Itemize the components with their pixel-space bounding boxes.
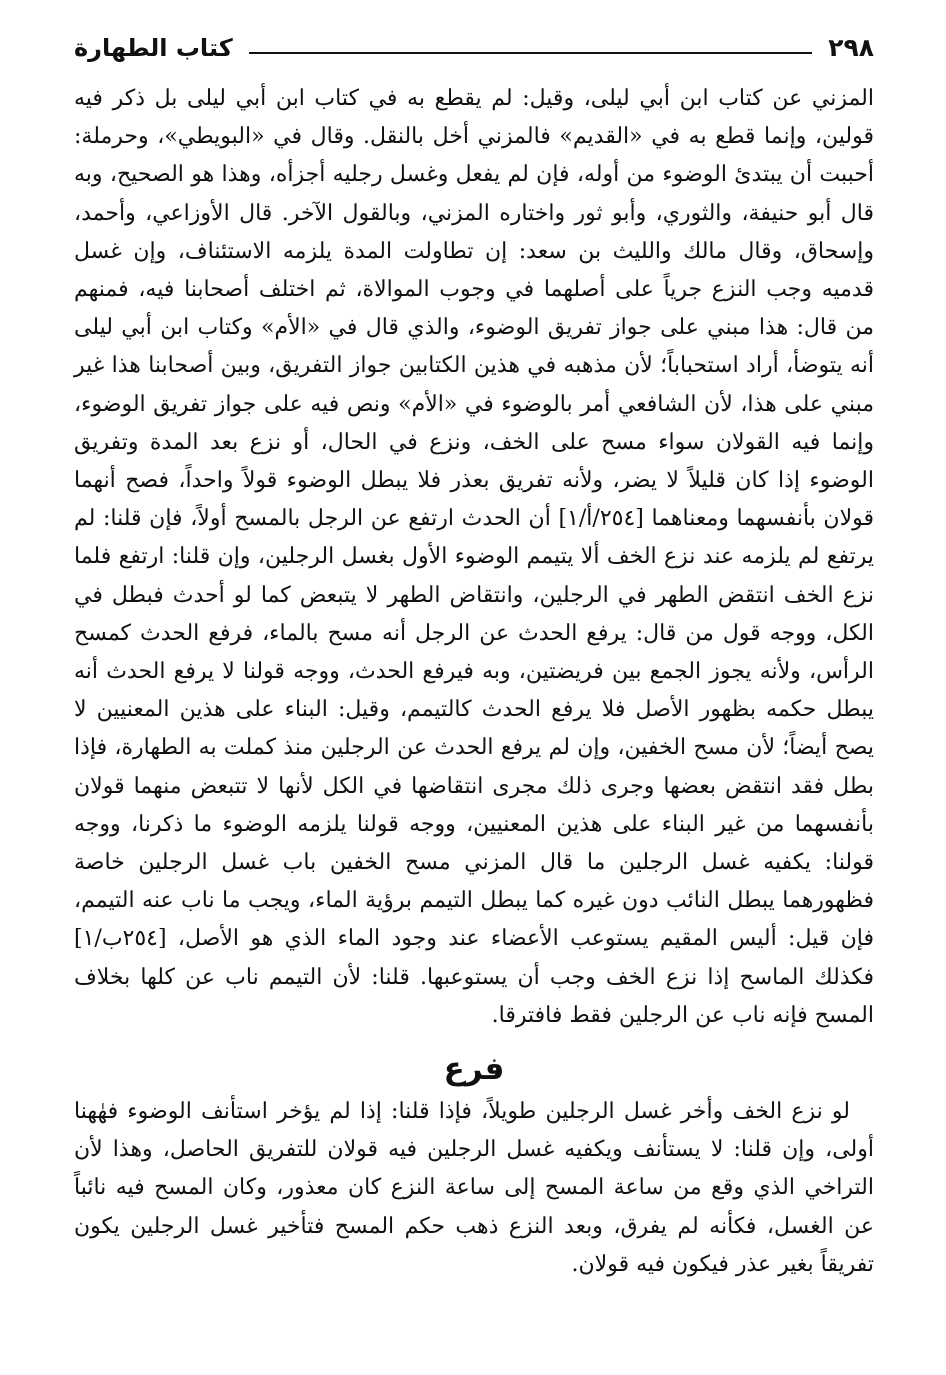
- section-heading: فرع: [443, 1051, 505, 1088]
- main-paragraph: المزني عن كتاب ابن أبي ليلى، وقيل: لم يقطع به في كتاب ابن أبي ليلى بل ذكر فيه قولين، وإنما قطع به في «القديم» فالمزني أخل بالنقل. وقال في «البويطي»، وحرملة: أحببت أن يبتدئ الوضوء من أوله، فإن لم يفعل وغسل رجليه أجزأه، وهذا هو الصحيح، وبه قال أبو حنيفة، والثوري، وأبو ثور واختاره المزني، وبالقول الآخر. قال الأوزاعي، وأحمد، وإسحاق، وقال مالك والليث بن سعد: إن تطاولت المدة يلزمه الاستئناف، وإن غسل قدميه وجب النزع جرياً على أصلهما في وجوب الموالاة، ثم اختلف أصحابنا فيه، فمنهم من قال: هذا مبني على جواز تفريق الوضوء، والذي قال في «الأم» وكتاب ابن أبي ليلى أنه يتوضأ، أراد استحباباً؛ لأن مذهبه في هذين الكتابين جواز التفريق، وبين أصحابنا هذا غير مبني على هذا، لأن الشافعي أمر بالوضوء في «الأم» ونص فيه على جواز تفريق الوضوء، وإنما فيه القولان سواء مسح على الخف، ونزع في الحال، أو نزع بعد المدة وتفريق الوضوء إذا كان قليلاً لا يضر، ولأنه تفريق بعذر فلا يبطل الوضوء قولاً واحداً، فصح أنهما قولان بأنفسهما ومعناهما [٢٥٤/أ/١] أن الحدث ارتفع عن الرجل بالمسح أولاً، فإن قلنا: لم يرتفع لم يلزمه عند نزع الخف ألا يتيمم الوضوء الأول بغسل الرجلين، وإن قلنا: ارتفع فلما نزع الخف انتقض الطهر في الرجلين، وانتقاض الطهر لا يتبعض كما لو أحدث فبطل في الكل، ووجه قول من قال: يرفع الحدث عن الرجل أنه مسح بالماء، فرفع الحدث كمسح الرأس، ولأنه يجوز الجمع بين فريضتين، وبه فيرفع الحدث، ووجه قولنا لا يرفع الحدث أنه يبطل حكمه بظهور الأصل فلا يرفع الحدث كالتيمم، وقيل: البناء على هذين المعنيين لا يصح أيضاً؛ لأن مسح الخفين، وإن لم يرفع الحدث عن الرجلين منذ كملت به الطهارة، فإذا بطل فقد انتقض بعضها وجرى ذلك مجرى انتقاضها في الكل لأنها لا تتبعض منهما قولان بأنفسهما من غير البناء على هذين المعنيين، ووجه قولنا يلزمه الوضوء ما ذكرنا، ووجه قولنا: يكفيه غسل الرجلين ما قال المزني مسح الخفين باب غسل الرجلين خاصة فظهورهما يبطل النائب دون غيره كما يبطل التيمم برؤية الماء، ويجب ما ناب عنه التيمم، فإن قيل: أليس المقيم يستوعب الأعضاء عند وجود الماء الذي هو الأصل، [٢٥٤ب/١] فكذلك الماسح إذا نزع الخف وجب أن يستوعبها. قلنا: لأن التيمم ناب عن كلها بخلاف المسح فإنه ناب عن الرجلين فقط فافترقا.: [74, 86, 875, 1028]
- page-number: ٢٩٨: [828, 33, 874, 62]
- section-paragraph: لو نزع الخف وأخر غسل الرجلين طويلاً، فإذا قلنا: إذا لم يؤخر استأنف الوضوء فهٰهنا أولى، وإن قلنا: لا يستأنف ويكفيه غسل الرجلين فيه قولان للتفريق الحاصل، وهذا لأن التراخي الذي وقع من ساعة المسح إلى ساعة النزع كان معذور، وكان المسح فيه نائباً عن الغسل، فكأنه لم يفرق، وبعد النزع ذهب حكم المسح فتأخير غسل الرجلين يكون تفريقاً بغير عذر فيكون فيه قولان.: [74, 1099, 875, 1277]
- book-title: كتاب الطهارة: [74, 34, 233, 62]
- book-page: [74, 26, 874, 1356]
- running-header: [74, 26, 874, 70]
- header-rule: [249, 52, 813, 54]
